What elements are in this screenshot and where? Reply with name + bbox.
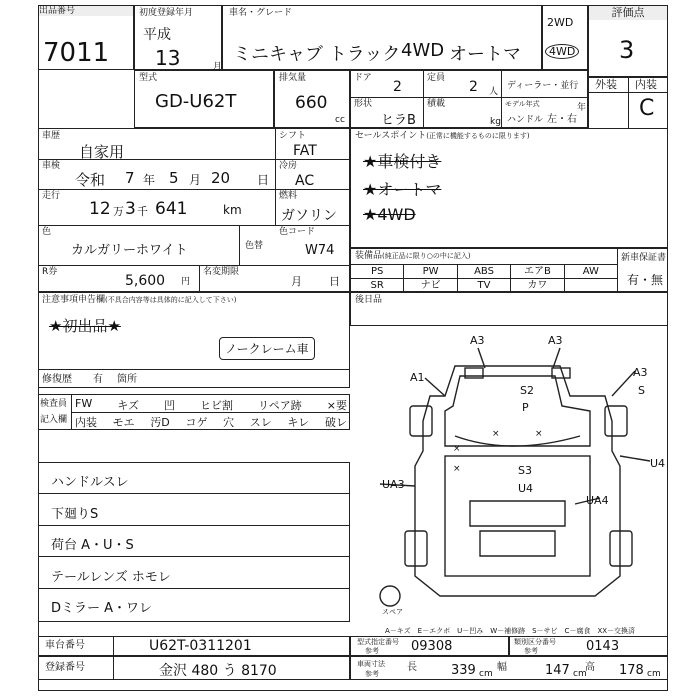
damage-legend: A－キズ E－エクボ U－凹み W－補修跡 S－サビ C－腐食 XX－交換済 [385,627,636,635]
mark-ua4: UA4 [586,494,609,507]
later-box [350,292,668,326]
mileage-man-unit: 万 [113,205,124,218]
displacement-unit: cc [335,115,345,125]
equipment-item-1-3: エアB [511,265,564,278]
inspector-label-1: 検査員 [40,399,68,409]
history-value: 自家用 [79,143,125,161]
recycle-unit: 円 [181,277,191,287]
shift-label: シフト [279,131,307,141]
car-outline-svg [350,326,668,622]
info-block [38,128,350,292]
mark-s2: S2 [520,384,534,397]
equipment-title: 装備品 [355,251,383,261]
dim-len-value: 339 [451,663,476,678]
remark-row [39,589,349,620]
inspector-item-2-6: キレ [287,416,310,429]
inspector-item-2-3: コゲ [185,416,208,429]
dim-hgt-unit: cm [647,669,661,679]
remarks-list [39,463,349,621]
svg-text:×: × [535,429,543,439]
equipment-item-2-1: ナビ [404,279,457,292]
load-unit: kg [490,117,501,127]
capacity-label: 定員 [427,73,446,83]
model-box [222,5,542,70]
score-value: 3 [619,36,635,64]
first-reg-era: 平成 [143,27,171,43]
mark-u4-center: U4 [518,482,534,495]
info-h4 [39,265,349,266]
drive-box [542,5,588,70]
spec-v1 [423,71,424,127]
equipment-item-1-4: AW [582,266,599,277]
equipment-item-2-3: カワ [511,279,564,292]
chassis-label: 車台番号 [45,640,85,651]
equip-vsep [617,249,618,291]
fuel-label: 燃料 [279,191,298,201]
svg-text:×: × [492,429,500,439]
dim-wid-unit: cm [573,669,587,679]
inspector-item-2-0: 内装 [75,416,97,429]
remark-text: 荷台 A・U・S [51,538,134,554]
info-h3 [39,225,349,226]
inspector-box [38,394,350,430]
inspection-day-unit: 日 [257,173,270,187]
dimensions-box [350,656,668,680]
handle-value: 左・右 [547,114,577,125]
dealer-label: ディーラー・並行 [507,81,579,91]
equipment-label [355,251,471,261]
mark-a3-right: A3 [548,334,563,347]
capacity-value: 2 [469,79,478,95]
inspector-item-1-3: ヒビ割 [200,399,233,412]
first-reg-label: 初度登録年月 [139,8,194,18]
inspector-item-1-2: 凹 [164,399,175,412]
equipment-row-1 [351,265,617,278]
inspection-year-unit: 年 [143,173,156,187]
equipment-item-2-2: TV [458,279,511,292]
drive-2wd: 2WD [547,16,574,29]
shape-value: ヒラB [381,113,416,128]
mark-s: S [638,384,645,397]
inspector-item-2-4: 穴 [223,416,235,429]
category-sub: 参考 [524,647,538,655]
inspector-label-2: 記入欄 [40,415,68,425]
warranty-value: 有・無 [627,273,664,287]
first-reg-year: 13 [155,46,181,70]
equipment-item-1-2: ABS [458,265,511,278]
doors-label: ドア [354,73,372,83]
history-label: 車歴 [42,131,61,141]
dimensions-sub: 参考 [365,670,379,678]
spare-label: スペア [382,608,403,616]
dim-hgt-label: 高 [585,662,595,673]
name-change-label: 名変期限 [203,267,240,277]
plate-label: 登録番号 [45,662,85,673]
svg-text:×: × [453,444,461,454]
chassis-v [113,637,114,655]
mark-ua3: UA3 [382,478,405,491]
mileage-man: 12 [89,199,111,219]
svg-text:×: × [453,464,461,474]
aircon-label: 冷房 [279,161,298,171]
remark-text: テールレンズ ホモレ [51,569,171,585]
dim-wid-label: 幅 [497,662,507,673]
fuel-value: ガソリン [281,208,337,224]
equipment-item-1-0: PS [351,265,404,278]
inspection-month-unit: 月 [189,173,202,187]
inspector-item-2-5: スレ [249,416,272,429]
mark-p: P [522,401,529,414]
color-label: 色 [42,227,52,237]
notes-hline [39,369,349,370]
inspection-era: 令和 [75,171,106,189]
remark-text: 下廻りS [51,506,99,522]
first-reg-month-unit: 月 [213,62,223,72]
dim-len-unit: cm [479,669,493,679]
mileage-rest: 641 [155,199,188,219]
info-v1 [275,129,276,225]
ext-label: 外装 [595,78,617,91]
ext-int-hline [589,92,667,93]
equipment-item-2-0: SR [351,279,404,292]
sales-points-title: セールスポイント [355,131,427,141]
sales-point-2: ★オートマ [363,180,442,199]
model-year-unit: 年 [577,103,587,113]
inspector-row-1 [75,397,347,411]
aircon-value: AC [295,173,315,189]
drive-4wd: 4WD [545,44,579,59]
plate-value: 金沢 480 う 8170 [159,663,277,679]
type-box [134,70,274,128]
spec-v2 [501,71,502,127]
ext-int-box [588,77,668,129]
type-label: 型式 [139,73,158,83]
notes-box [38,292,350,388]
handle-label: ハンドル [507,115,544,125]
mark-u4-right: U4 [650,457,666,470]
load-label: 積載 [427,99,446,109]
dim-len-label: 長 [407,662,417,673]
name-change-month: 月 [291,275,302,288]
sales-point-1: ★車検付き [363,152,442,171]
info-v2 [239,225,240,265]
mark-a3-left: A3 [470,334,485,347]
spec-box [350,70,588,128]
sales-points-box [350,128,668,248]
info-v3 [199,265,200,291]
designation-box [350,636,509,656]
model-trans: オートマ [449,44,521,65]
shape-label: 形状 [354,99,373,109]
model-year-label: モデル年式 [505,100,540,108]
recycle-value: 5,600 [125,273,166,289]
inspector-item-2-1: モエ [112,416,135,429]
ext-int-divider [628,78,629,128]
notes-text: ★初出品★ [49,317,121,335]
equipment-item-2-4 [565,279,617,292]
inspector-row-2 [75,414,347,428]
category-label: 類別区分番号 [514,638,556,646]
equipment-row-2 [351,279,617,292]
color-value: カルガリーホワイト [71,243,188,258]
inspector-h [71,412,349,413]
damage-diagram [350,326,668,622]
sales-point-3: ★4WD [363,205,416,224]
score-box [588,5,668,77]
displacement-box [274,70,350,128]
inspector-item-1-4: リペア跡 [258,399,302,412]
dimensions-label: 車両寸法 [357,660,385,668]
first-reg-box [134,5,222,70]
color-code-value: W74 [305,243,335,258]
color-change-label: 色替 [245,241,264,251]
inspector-item-1-0: FW [75,397,93,410]
equipment-sub: (純正品に限り○の中に記入) [382,252,471,260]
mark-s3: S3 [518,464,532,477]
lot-label: 出品番号 [39,6,133,16]
sales-points-label [355,131,530,141]
score-label: 評価点 [589,6,667,20]
recycle-label: R券 [42,267,58,277]
chassis-box [38,636,350,656]
remark-text: ハンドルスレ [51,475,129,490]
later-label: 後日品 [355,295,383,305]
repair-value: 有 [93,374,103,385]
designation-sub: 参考 [365,647,379,655]
remark-text: Dミラー A・ワレ [51,601,153,617]
int-value: C [639,96,655,121]
warranty-label: 新車保証書 [621,253,667,263]
inspection-day: 20 [211,169,231,187]
int-label: 内装 [635,78,657,91]
model-label: 車名・グレード [229,8,293,18]
sales-points-sub: (正常に機能するものに限ります) [426,132,530,140]
repair-place: 箇所 [117,374,137,385]
doors-value: 2 [393,79,402,95]
capacity-unit: 人 [489,87,499,97]
remarks-box [38,462,350,622]
notes-label [42,295,236,305]
remark-row [39,463,349,494]
mileage-unit: km [223,203,242,217]
plate-box [38,656,350,680]
inspector-item-2-2: 汚D [150,416,170,429]
equipment-box [350,248,668,292]
model-name: ミニキャブ トラック [233,44,401,65]
equipment-item-1-1: PW [404,265,457,278]
remark-row [39,526,349,557]
model-drive: 4WD [401,40,445,61]
lot-number: 7011 [43,38,110,68]
designation-value: 09308 [411,639,453,654]
inspector-item-1-1: キズ [117,399,139,412]
mileage-sen: 3 [125,199,136,219]
repair-label: 修復歴 [42,374,72,385]
plate-v [113,657,114,679]
designation-label: 型式指定番号 [357,638,399,646]
chassis-value: U62T-0311201 [149,638,252,654]
inspection-label: 車検 [42,161,61,171]
inspection-year: 7 [125,169,135,187]
remark-row [39,495,349,526]
mileage-sen-unit: 千 [137,205,148,218]
inspector-item-1-5: ×要 [326,399,347,412]
color-code-label: 色コード [279,227,316,237]
dim-wid-value: 147 [545,663,570,678]
spec-hline [351,97,587,98]
mark-a3-side: A3 [633,366,648,379]
dim-hgt-value: 178 [619,663,644,678]
name-change-day: 日 [329,275,340,288]
category-box [509,636,668,656]
displacement-value: 660 [295,93,328,113]
lot-box [38,5,134,70]
category-value: 0143 [586,639,620,654]
no-claim-badge: ノークレーム車 [219,337,315,360]
mileage-label: 走行 [42,191,61,201]
inspection-month: 5 [169,169,179,187]
remark-row [39,558,349,589]
shift-value: FAT [293,143,317,159]
displacement-label: 排気量 [279,73,307,83]
notes-sub: (不具合内容等は具体的に記入して下さい) [105,296,237,304]
mark-a1: A1 [410,371,425,384]
notes-title: 注意事項申告欄 [42,295,106,305]
type-value: GD-U62T [155,91,237,112]
inspector-item-2-7: 破レ [324,416,347,429]
